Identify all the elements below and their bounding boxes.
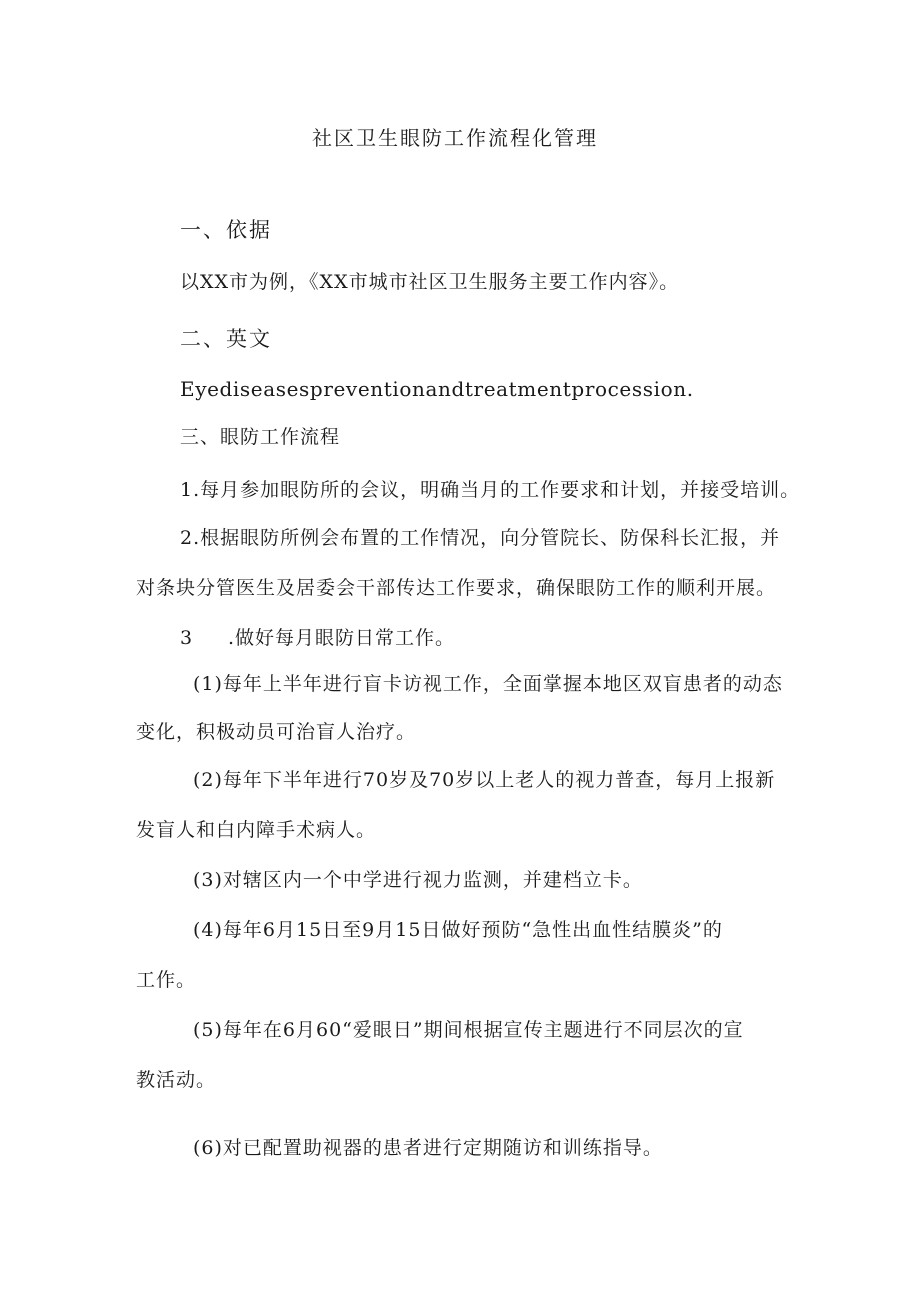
step-2-line-1: 2.根据眼防所例会布置的工作情况，向分管院长、防保科长汇报，并 [180, 527, 781, 549]
section-2-heading: 二、英文 [180, 327, 272, 351]
item-1-line-2: 变化，积极动员可治盲人治疗。 [136, 721, 417, 743]
step-3-text: .做好每月眼防日常工作。 [228, 627, 456, 649]
step-3 [180, 626, 455, 650]
section-1-heading: 一、依据 [180, 218, 272, 242]
item-1-line-1: (1)每年上半年进行盲卡访视工作，全面掌握本地区双盲患者的动态 [193, 673, 783, 695]
item-5-line-2: 教活动。 [136, 1069, 217, 1091]
section-3-heading: 三、眼防工作流程 [180, 426, 341, 448]
section-2-text: Eyediseasespreventionandtreatmentprocession. [180, 377, 694, 401]
item-6: (6)对已配置助视器的患者进行定期随访和训练指导。 [193, 1137, 663, 1159]
document-title: 社区卫生眼防工作流程化管理 [312, 126, 598, 150]
item-4-line-2: 工作。 [136, 969, 197, 991]
item-3: (3)对辖区内一个中学进行视力监测，并建档立卡。 [193, 869, 643, 891]
step-1: 1.每月参加眼防所的会议，明确当月的工作要求和计划，并接受培训。 [180, 479, 801, 501]
item-2-line-2: 发盲人和白内障手术病人。 [136, 819, 377, 841]
item-5-line-1: (5)每年在6月60“爱眼日”期间根据宣传主题进行不同层次的宣 [193, 1019, 744, 1041]
section-1-text: 以XX市为例，《XX市城市社区卫生服务主要工作内容》。 [180, 271, 680, 293]
step-2-line-2: 对条块分管医生及居委会干部传达工作要求，确保眼防工作的顺利开展。 [136, 577, 777, 599]
item-2-line-1: (2)每年下半年进行70岁及70岁以上老人的视力普查，每月上报新 [193, 769, 776, 791]
item-4-line-1: (4)每年6月15日至9月15日做好预防“急性出血性结膜炎”的 [193, 919, 723, 941]
step-3-number: 3 [180, 627, 194, 649]
